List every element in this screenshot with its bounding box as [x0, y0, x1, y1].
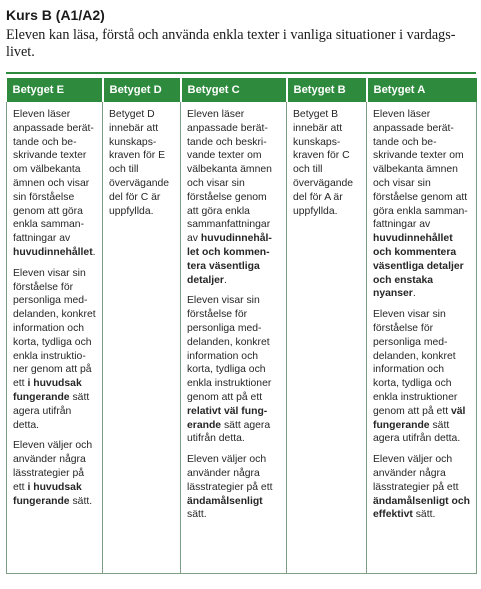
emphasized-criterion: ändamålsenligt och effektivt	[373, 495, 471, 521]
criteria-paragraph: Eleven väljer och använder några lässtrategier på ett ändamålsenligt och effektivt sätt.	[373, 454, 471, 521]
grade-criteria-table	[6, 78, 477, 574]
criteria-cell-grade-d	[103, 102, 181, 574]
emphasized-criterion: huvudinnehållet och kommentera väsentliga detaljer	[187, 233, 272, 286]
criteria-paragraph: Eleven läser anpassade berättande och beskrivande texter om välbekanta ämnen och visar sin förståelse genom att göra enkla sammanfattningar av huvudinnehållet.	[13, 109, 96, 258]
emphasized-criterion: i huvudsak fungerande	[13, 481, 82, 507]
criteria-cell-grade-b	[287, 102, 367, 574]
criteria-paragraph: Eleven läser anpassade berättande och beskrivande texter om välbekanta ämnen och visar sin förståelse genom att göra enkla sammanfattningar av huvudinnehållet och kommentera väsentliga detaljer.	[187, 109, 272, 286]
column-header-grade-b: Betyget B	[287, 78, 367, 102]
criteria-paragraph: Eleven väljer och använder några lässtrategier på ett i huvudsak fungerande sätt.	[13, 440, 93, 507]
criteria-paragraph: Betyget D innebär att kunskapskraven för E och till övervägande del för C är uppfyllda.	[109, 109, 170, 217]
column-header-grade-d: Betyget D	[103, 78, 181, 102]
criteria-paragraph: Betyget B innebär att kunskapskraven för C och till övervägande del för A är uppfyllda.	[293, 109, 354, 217]
emphasized-criterion: ändamålsenligt	[187, 495, 263, 507]
table-header-row	[7, 78, 477, 102]
criteria-cell-grade-a	[367, 102, 477, 574]
column-header-grade-a: Betyget A	[367, 78, 477, 102]
emphasized-criterion: i huvudsak fungerande	[13, 378, 82, 403]
course-description: Eleven kan läsa, förstå och använda enkla texter i vanliga situationer i vardagslivet.	[6, 27, 456, 60]
criteria-paragraph: Eleven läser anpassade berättande och beskrivande texter om välbekanta ämnen och visar sin förståelse genom att göra enkla sammanfattningar av huvudinnehållet och kommentera väsentliga detaljer och enstaka nyanser.	[373, 109, 468, 300]
criteria-paragraph: Eleven visar sin förståelse för personliga meddelanden, konkret information och korta, tydliga och enkla instruktioner genom att på ett i huvudsak fungerande sätt agera utifrån detta.	[13, 267, 96, 431]
column-header-grade-c: Betyget C	[181, 78, 287, 102]
criteria-paragraph: Eleven väljer och använder några lässtrategier på ett ändamålsenligt sätt.	[187, 454, 273, 521]
column-header-grade-e: Betyget E	[7, 78, 103, 102]
divider-rule	[6, 72, 476, 74]
course-heading: Kurs B (A1/A2)	[6, 7, 105, 23]
emphasized-criterion: väl fungerande	[373, 405, 466, 431]
emphasized-criterion: huvudinnehållet	[13, 246, 93, 258]
emphasized-criterion: relativt väl fungerande	[187, 405, 268, 431]
table-row	[7, 102, 477, 574]
criteria-paragraph: Eleven visar sin förståelse för personliga meddelanden, konkret information och korta, tydliga och enkla instruktioner genom att på ett relativt väl fungerande sätt agera utifrån detta.	[187, 295, 272, 445]
emphasized-criterion: huvudinnehållet och kommentera väsentliga detaljer och enstaka nyanser	[373, 233, 464, 300]
criteria-paragraph: Eleven visar sin förståelse för personliga meddelanden, konkret information och korta, tydliga och enkla instruktioner genom att på ett väl fungerande sätt agera utifrån detta.	[373, 309, 466, 445]
criteria-cell-grade-e	[7, 102, 103, 574]
criteria-cell-grade-c	[181, 102, 287, 574]
